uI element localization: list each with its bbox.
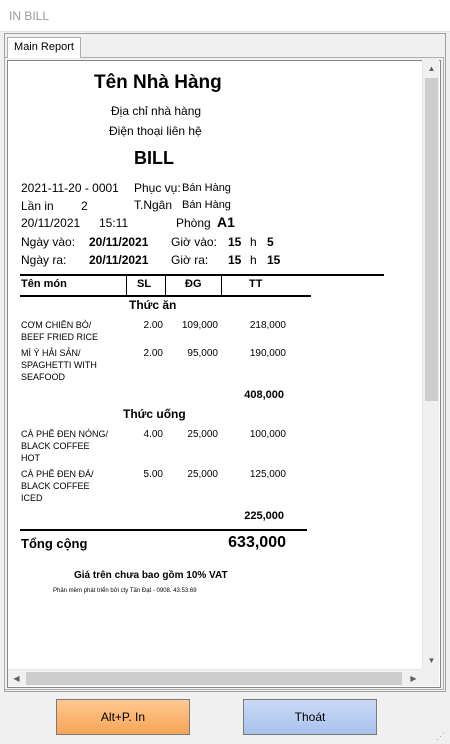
out-hour: 15: [228, 253, 242, 267]
out-time-label: Giờ ra:: [171, 253, 209, 267]
table-header-rule: [20, 295, 311, 297]
vertical-scrollbar[interactable]: [422, 60, 439, 669]
room-value: A1: [217, 214, 235, 230]
column-header-name: Tên món: [21, 278, 67, 290]
print-button[interactable]: Alt+P. In: [56, 699, 190, 735]
out-date-label: Ngày ra:: [21, 253, 67, 267]
title-bar: [0, 0, 450, 32]
column-header-price: ĐG: [185, 278, 202, 290]
print-date: 20/11/2021: [21, 216, 81, 230]
item-total: 100,000: [249, 429, 286, 440]
item-total: 125,000: [249, 469, 286, 480]
item-total: 190,000: [249, 348, 286, 359]
table-top-rule: [20, 274, 384, 276]
cashier-label: T.Ngân: [134, 198, 173, 212]
column-header-qty: SL: [137, 278, 152, 290]
item-name: BLACK COFFEE: [21, 441, 90, 451]
item-name: ICED: [21, 493, 43, 503]
column-divider: [221, 276, 222, 296]
column-divider: [165, 276, 166, 296]
item-name: BEEF FRIED RICE: [21, 332, 99, 342]
horizontal-scroll-thumb[interactable]: [26, 672, 402, 685]
in-time-label: Giờ vào:: [171, 235, 217, 249]
item-qty: 4.00: [143, 429, 163, 440]
scroll-corner: [422, 669, 439, 686]
in-hour: 15: [228, 235, 242, 249]
chevron-up-icon[interactable]: ▲: [427, 64, 436, 73]
chevron-right-icon[interactable]: ▶: [410, 674, 417, 683]
restaurant-name: Tên Nhà Hàng: [94, 72, 222, 93]
resize-grip-icon[interactable]: ⋰: [436, 731, 445, 741]
item-qty: 2.00: [143, 320, 163, 331]
in-minute: 5: [267, 235, 274, 249]
item-price: 95,000: [187, 348, 218, 359]
exit-button[interactable]: Thoát: [243, 699, 377, 735]
chevron-down-icon[interactable]: ▼: [427, 656, 436, 665]
window-title: IN BILL: [9, 9, 50, 23]
in-date-label: Ngày vào:: [21, 235, 76, 249]
grand-total-value: 633,000: [228, 534, 286, 551]
restaurant-address: Địa chỉ nhà hàng: [111, 104, 202, 118]
item-total: 218,000: [249, 320, 286, 331]
in-date-value: 20/11/2021: [89, 235, 149, 249]
served-by-value: Bán Hàng: [182, 182, 231, 194]
item-price: 25,000: [187, 469, 218, 480]
group-subtotal: 408,000: [244, 389, 284, 401]
group-title: Thức ăn: [129, 298, 177, 312]
item-name: MÌ Ý HẢI SẢN/: [21, 348, 81, 358]
grand-total-label: Tổng cộng: [21, 536, 88, 551]
column-divider: [126, 276, 127, 296]
bill-heading: BILL: [134, 148, 174, 168]
group-title: Thức uống: [123, 407, 186, 421]
item-price: 109,000: [181, 320, 218, 331]
print-time: 15:11: [99, 216, 129, 230]
served-by-label: Phục vụ:: [134, 181, 181, 195]
column-header-total: TT: [249, 278, 263, 290]
item-name: CƠM CHIÊN BÒ/: [21, 320, 92, 330]
print-count-label: Lần in: [21, 199, 54, 213]
in-h: h: [250, 235, 257, 249]
out-minute: 15: [267, 253, 281, 267]
item-name: BLACK COFFEE: [21, 481, 90, 491]
print-count-value: 2: [81, 199, 88, 213]
item-name: HOT: [21, 453, 40, 463]
tab-main-report[interactable]: Main Report: [7, 37, 81, 58]
out-date-value: 20/11/2021: [89, 253, 149, 267]
item-name: SPAGHETTI WITH: [21, 360, 97, 370]
out-h: h: [250, 253, 257, 267]
item-name: CÀ PHÊ ĐEN ĐÁ/: [21, 469, 94, 479]
footer-credit: Phần mềm phát triển bởi cty Tấn Đạt - 0908. 43.53.69: [53, 588, 197, 594]
horizontal-scrollbar[interactable]: [8, 669, 422, 686]
item-price: 25,000: [187, 429, 218, 440]
grand-total-rule: [20, 529, 307, 531]
bill-code: 2021-11-20 - 0001: [21, 181, 119, 195]
restaurant-phone: Điện thoại liên hệ: [109, 124, 202, 138]
report-viewer: [7, 60, 441, 688]
vat-note: Giá trên chưa bao gồm 10% VAT: [74, 570, 228, 581]
item-qty: 2.00: [143, 348, 163, 359]
vertical-scroll-thumb[interactable]: [425, 78, 438, 401]
item-qty: 5.00: [143, 469, 163, 480]
item-name: CÀ PHÊ ĐEN NÓNG/: [21, 429, 109, 439]
group-subtotal: 225,000: [244, 510, 284, 522]
room-label: Phòng: [176, 216, 211, 230]
cashier-value: Bán Hàng: [182, 199, 231, 211]
chevron-left-icon[interactable]: ◀: [13, 674, 20, 683]
item-name: SEAFOOD: [21, 372, 66, 382]
